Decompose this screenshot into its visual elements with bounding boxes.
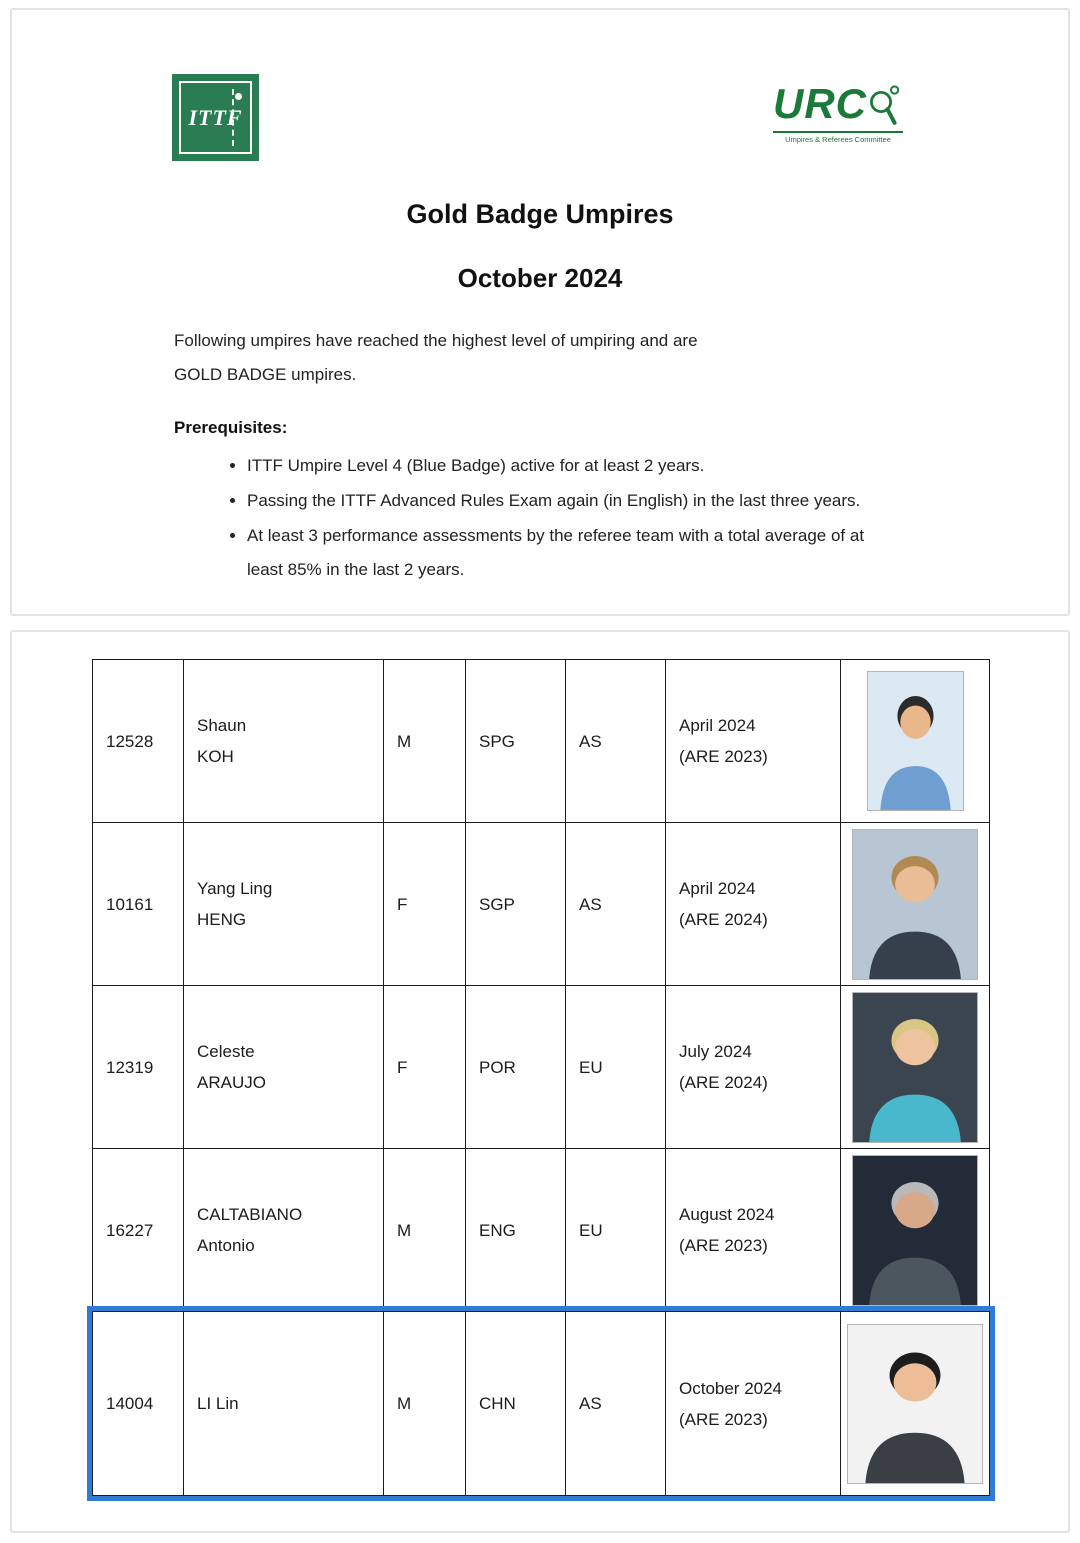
date-line-1: July 2024 <box>679 1042 752 1061</box>
photo-cell <box>840 1148 990 1311</box>
prerequisites-list <box>219 449 871 587</box>
header-card <box>10 8 1070 616</box>
photo-cell <box>840 822 990 985</box>
gender-cell: F <box>383 985 465 1148</box>
promotion-date-cell <box>665 1148 840 1311</box>
intro-line-2: GOLD BADGE umpires. <box>174 365 357 384</box>
umpire-name-cell <box>183 1311 383 1496</box>
table-row <box>92 1148 990 1311</box>
continent-cell: AS <box>565 822 665 985</box>
umpire-photo <box>852 992 978 1143</box>
umpire-photo <box>852 829 978 980</box>
umpire-table <box>92 659 990 1496</box>
name-line-1: CALTABIANO <box>197 1205 303 1224</box>
date-line-2: (ARE 2023) <box>679 747 768 766</box>
continent-cell: EU <box>565 985 665 1148</box>
umpire-id-cell: 16227 <box>92 1148 183 1311</box>
photo-cell <box>840 1311 990 1496</box>
urc-logo-text: URC <box>773 80 867 127</box>
umpire-name-cell <box>183 659 383 822</box>
association-cell: SGP <box>465 822 565 985</box>
date-line-2: (ARE 2023) <box>679 1409 768 1429</box>
umpire-id-cell: 14004 <box>92 1311 183 1496</box>
urc-logo-icon <box>773 80 903 144</box>
promotion-date-cell <box>665 1311 840 1496</box>
table-row <box>92 659 990 822</box>
umpire-name-cell <box>183 985 383 1148</box>
gender-cell: M <box>383 1148 465 1311</box>
table-card <box>10 630 1070 1533</box>
date-line-1: August 2024 <box>679 1205 775 1224</box>
name-line-1: Shaun <box>197 716 247 735</box>
association-cell: ENG <box>465 1148 565 1311</box>
continent-cell: EU <box>565 1148 665 1311</box>
name-line-2: KOH <box>197 747 234 766</box>
net-icon <box>232 89 234 146</box>
name-line-1: LI Lin <box>197 1394 239 1413</box>
urc-logo-row <box>773 80 903 128</box>
gender-cell: M <box>383 659 465 822</box>
continent-cell: AS <box>565 1311 665 1496</box>
paddle-icon <box>869 84 901 128</box>
date-line-2: (ARE 2024) <box>679 910 768 929</box>
umpire-photo <box>847 1324 983 1484</box>
continent-cell: AS <box>565 659 665 822</box>
name-line-1: Yang Ling <box>197 879 273 898</box>
promotion-date-cell <box>665 822 840 985</box>
umpire-name-cell <box>183 822 383 985</box>
table-row <box>92 822 990 985</box>
name-line-2: HENG <box>197 910 247 929</box>
name-line-2: ARAUJO <box>197 1073 266 1092</box>
gender-cell: F <box>383 822 465 985</box>
date-line-1: April 2024 <box>679 716 756 735</box>
name-line-2: Antonio <box>197 1236 255 1255</box>
gender-cell: M <box>383 1311 465 1496</box>
association-cell: CHN <box>465 1311 565 1496</box>
ittf-logo-frame <box>179 81 252 154</box>
logo-row <box>12 10 1068 161</box>
page-subtitle: October 2024 <box>457 263 623 293</box>
name-line-1: Celeste <box>197 1042 255 1061</box>
date-line-2: (ARE 2023) <box>679 1236 768 1255</box>
ittf-logo-icon <box>172 74 259 161</box>
photo-cell <box>840 659 990 822</box>
date-line-1: October 2024 <box>679 1378 783 1398</box>
photo-cell <box>840 985 990 1148</box>
umpire-id-cell: 12528 <box>92 659 183 822</box>
table-row-highlighted <box>92 1311 990 1496</box>
prerequisite-item: • ITTF Umpire Level 4 (Blue Badge) active for at least 2 years. <box>247 449 871 483</box>
intro-paragraph <box>174 324 1068 392</box>
prerequisite-item: • At least 3 performance assessments by the referee team with a total average of at least 85% in the last 2 years. <box>247 519 871 587</box>
umpire-photo <box>852 1155 978 1306</box>
ittf-logo-text: ITTF <box>188 104 243 130</box>
prerequisite-item: • Passing the ITTF Advanced Rules Exam again (in English) in the last three years. <box>247 484 871 518</box>
promotion-date-cell <box>665 659 840 822</box>
association-cell: SPG <box>465 659 565 822</box>
date-line-1: April 2024 <box>679 879 756 898</box>
prerequisites-heading: Prerequisites: <box>174 418 288 437</box>
umpire-name-cell <box>183 1148 383 1311</box>
date-line-2: (ARE 2024) <box>679 1073 768 1092</box>
ball-icon <box>235 93 242 100</box>
urc-logo-subtext: Umpires & Referees Committee <box>773 131 903 144</box>
intro-line-1: Following umpires have reached the highest level of umpiring and are <box>174 331 698 350</box>
association-cell: POR <box>465 985 565 1148</box>
table-row <box>92 985 990 1148</box>
promotion-date-cell <box>665 985 840 1148</box>
umpire-id-cell: 10161 <box>92 822 183 985</box>
page-title: Gold Badge Umpires <box>406 199 674 229</box>
umpire-id-cell: 12319 <box>92 985 183 1148</box>
umpire-photo <box>867 671 964 811</box>
